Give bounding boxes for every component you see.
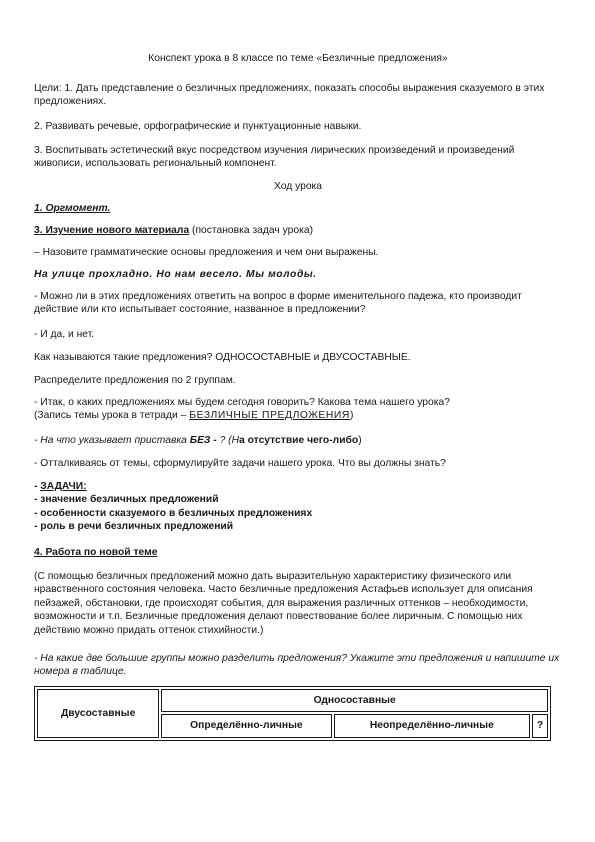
task-sort: Распределите предложения по 2 группам. xyxy=(34,375,236,386)
question-4-line-1: - Итак, о каких предложениях мы будем сегодня говорить? Какова тема нашего урока? xyxy=(34,397,450,408)
goals-1: Цели: 1. Дать представление о безличных предложениях, показать способы выражения сказуемого в этих предложениях. xyxy=(34,83,545,108)
tasks-heading: ЗАДАЧИ: xyxy=(40,481,87,492)
section-3-heading: 3. Изучение нового материала xyxy=(34,225,190,236)
question-5-post: ) xyxy=(358,435,362,446)
tasks-heading-line xyxy=(34,480,562,493)
prefix-bez: БЕЗ - xyxy=(189,435,217,446)
question-4 xyxy=(34,396,562,423)
question-2: - Можно ли в этих предложениях ответить на вопрос в форме именительного падежа, кто производит действие или кто испытывает состояние, названное в предложении? xyxy=(34,291,522,316)
question-1: – Назовите грамматические основы предложения и чем они выражены. xyxy=(34,247,379,258)
question-4-post: ) xyxy=(349,410,354,422)
answer-2: - И да, и нет. xyxy=(34,329,95,340)
question-5-q: ? (Н xyxy=(216,435,240,446)
tasks-list xyxy=(34,480,562,534)
header-one-part: Односоставные xyxy=(161,689,548,712)
section-4-heading: 4. Работа по новой теме xyxy=(34,547,158,558)
subheader-indefinite: Неопределённо-личные xyxy=(334,714,531,737)
question-6: - Отталкиваясь от темы, сформулируйте задачи нашего урока. Что вы должны знать? xyxy=(34,458,446,469)
question-4-pre: (Запись темы урока в тетради – xyxy=(34,410,190,422)
question-5-answer: а отсутствие чего-либо xyxy=(239,435,359,446)
page-title: Конспект урока в 8 классе по теме «Безличные предложения» xyxy=(148,53,448,64)
question-5-pre: - На что указывает приставка xyxy=(34,435,190,446)
section-1-heading: 1. Оргмомент. xyxy=(34,203,111,214)
question-4-line-2 xyxy=(34,409,562,422)
task-item: - значение безличных предложений xyxy=(34,494,219,506)
subheader-definite: Определённо-личные xyxy=(161,714,331,737)
classification-table xyxy=(34,686,551,741)
goals-3: 3. Воспитывать эстетический вкус посредством изучения лирических произведений и произведений живописи, использовать региональный компонент. xyxy=(34,145,515,170)
course-heading: Ход урока xyxy=(273,181,323,192)
question-5 xyxy=(34,434,562,447)
header-two-part: Двусоставные xyxy=(37,689,159,738)
task-item: - особенности сказуемого в безличных предложениях xyxy=(34,507,313,519)
tasks-heading-dash: - xyxy=(34,481,41,492)
section-3-line xyxy=(34,224,562,237)
question-3: Как называются такие предложения? ОДНОСОСТАВНЫЕ и ДВУСОСТАВНЫЕ. xyxy=(34,352,411,363)
task-item: - роль в речи безличных предложений xyxy=(34,521,234,533)
example-sentences: На улице прохладно. Но нам весело. Мы молоды. xyxy=(34,269,317,280)
lesson-topic: БЕЗЛИЧНЫЕ ПРЕДЛОЖЕНИЯ xyxy=(189,410,350,422)
question-7: - На какие две большие группы можно разделить предложения? Укажите эти предложения и напишите их номера в таблице. xyxy=(34,653,560,678)
theory-paragraph: (С помощью безличных предложений можно дать выразительную характеристику физического или нравственного состояния человека. Часто безличные предложения Астафьев использует для описания пейзажей, обстановки, где происходят события, для выражения различных оттенков – необходимости, возможности и т.п. Безличные предложения делают повествование более лиричным. С помощью них действию можно придать оттенок стихийности.) xyxy=(34,571,533,636)
subheader-unknown: ? xyxy=(532,714,548,737)
goals-2: 2. Развивать речевые, орфографические и пунктуационные навыки. xyxy=(34,121,362,132)
section-3-note: (постановка задач урока) xyxy=(189,225,313,236)
